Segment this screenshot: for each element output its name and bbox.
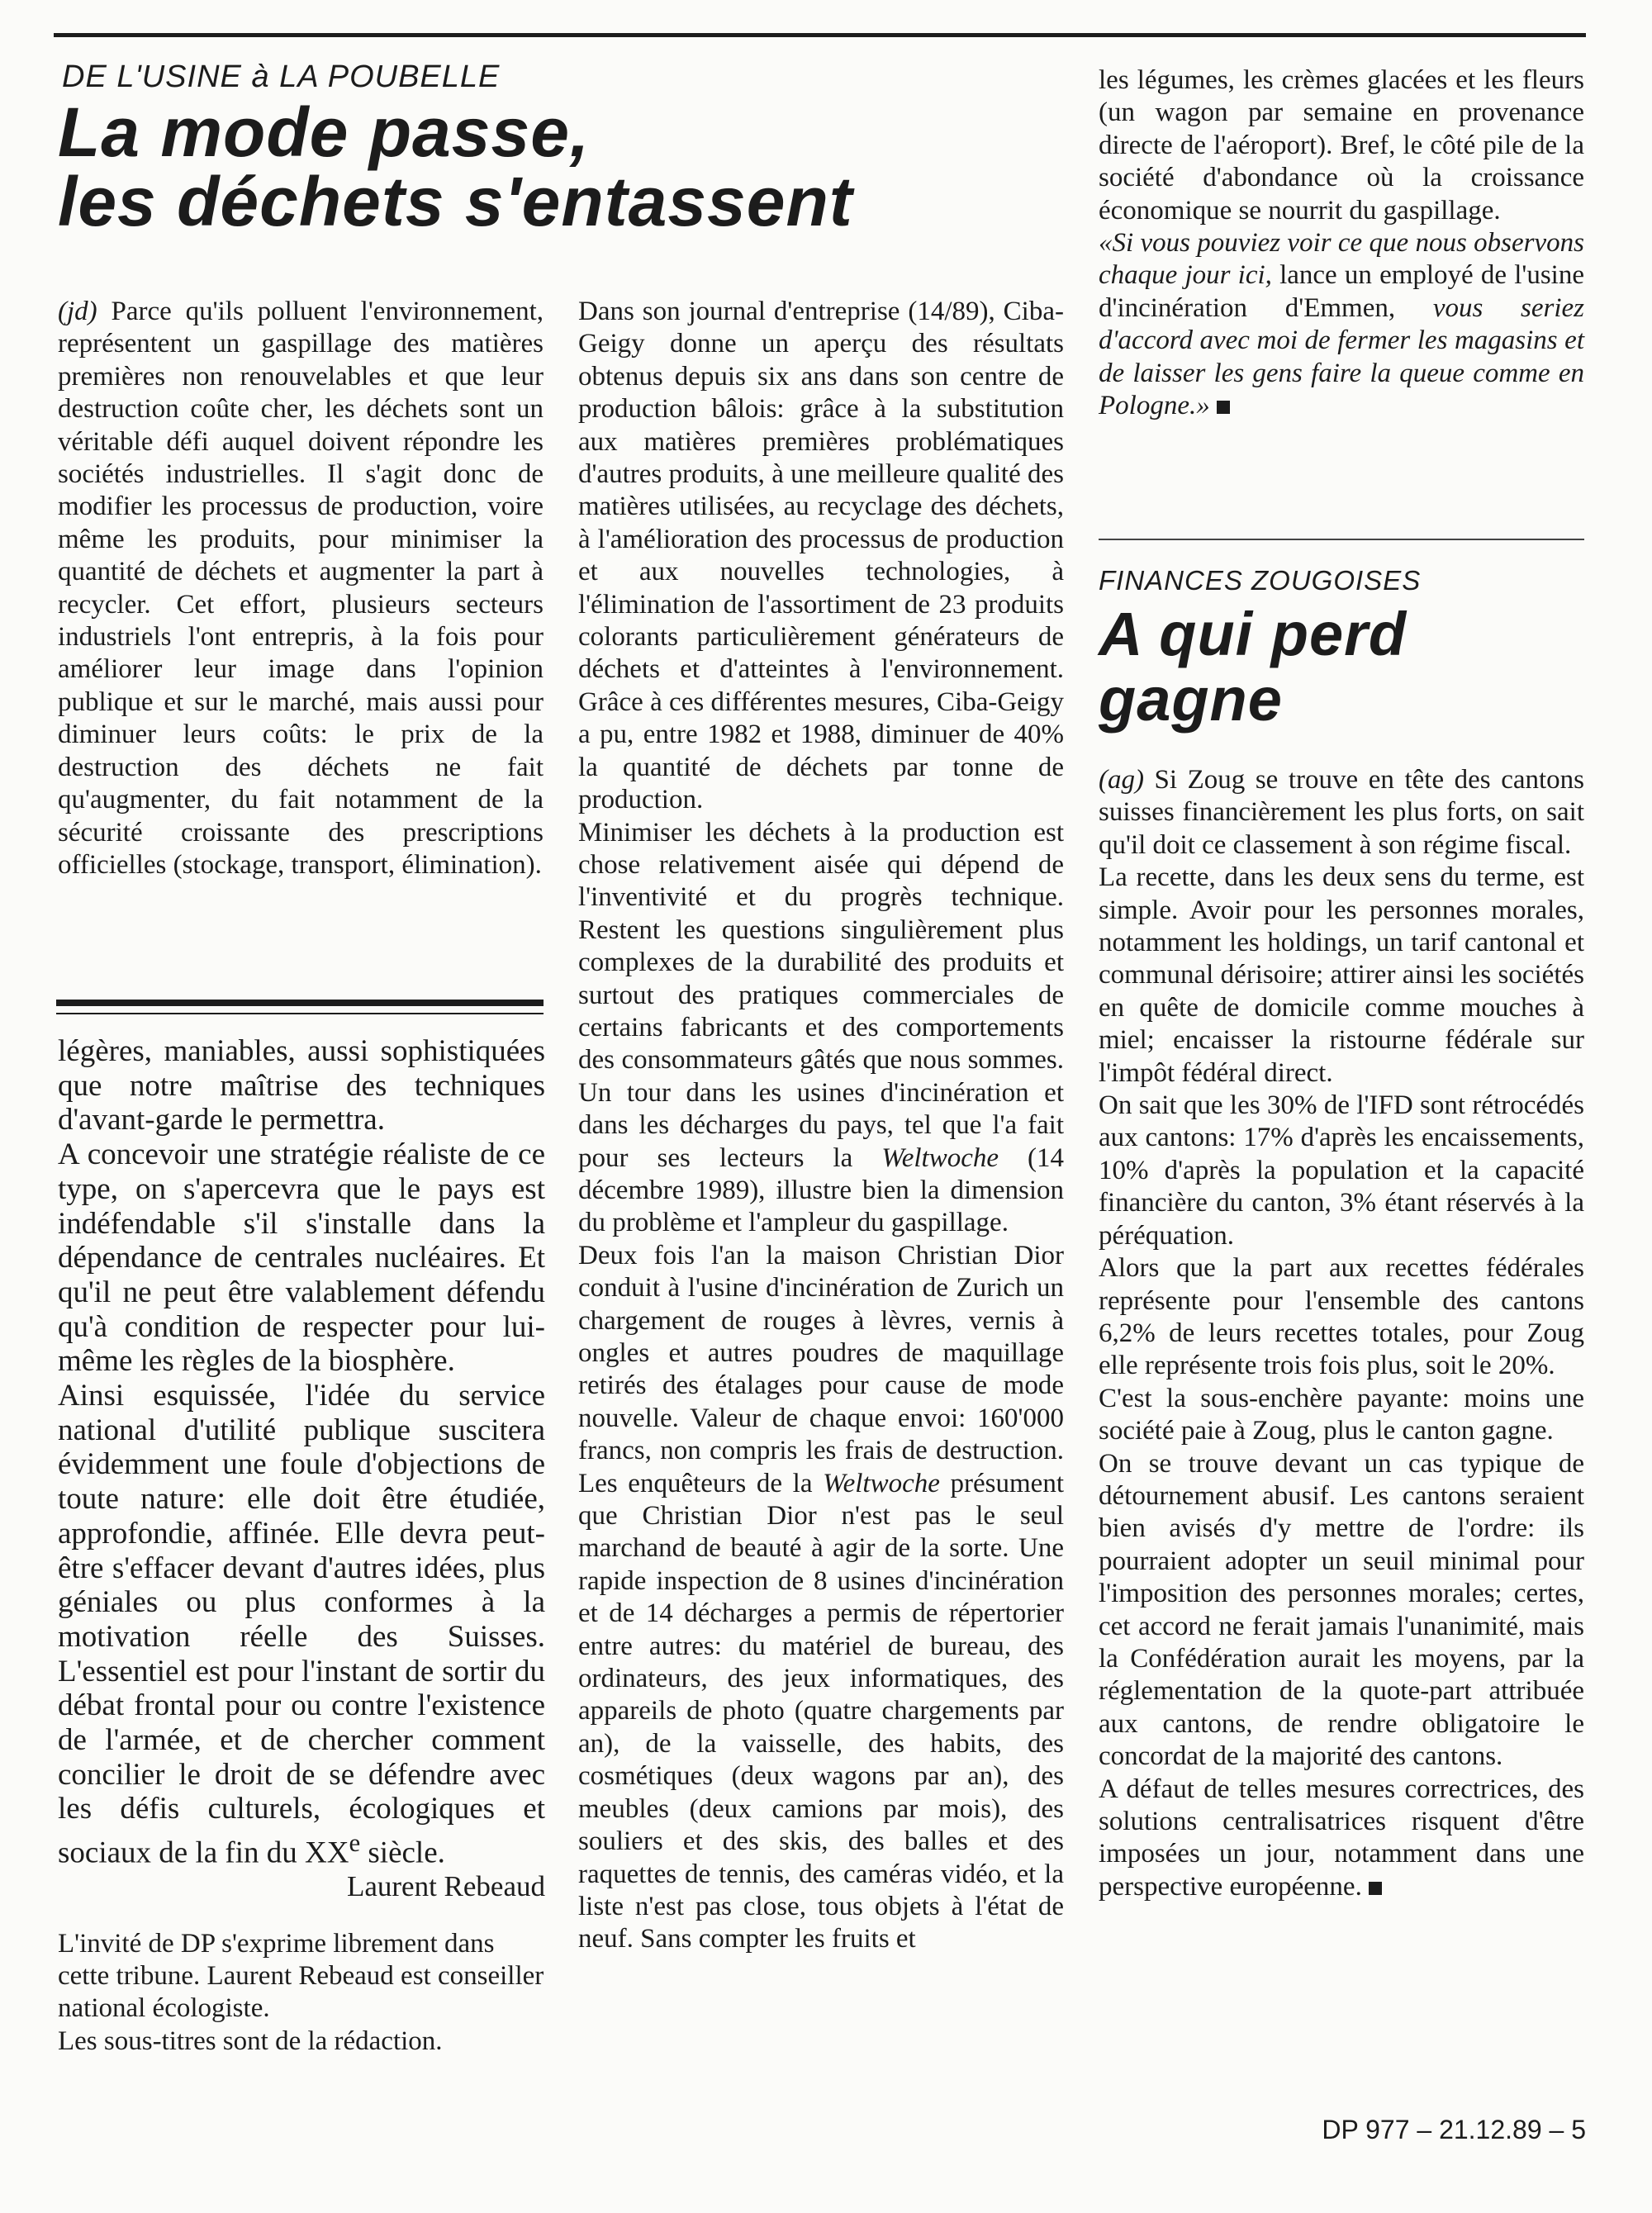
tribune-thick-rule bbox=[56, 1000, 544, 1006]
article1-title-line2: les déchets s'entassent bbox=[58, 163, 853, 240]
end-mark-icon bbox=[1369, 1882, 1382, 1895]
article2-text: Si Zoug se trouve en tête des cantons suisses financièrement les plus forts, on sait qu'il doit ce classement à son régime fiscal. bbox=[1099, 765, 1584, 860]
article2-paragraph: On sait que les 30% de l'IFD sont rétrocédés aux cantons: 17% d'après les encaissements, 10% d'après la population et la capacité financière du canton, 3% étant réservés à la péréquation. bbox=[1099, 1090, 1584, 1251]
end-mark-icon bbox=[1217, 401, 1230, 414]
tribune-text: Ainsi esquissée, l'idée du service national d'utilité publique suscitera évidemment une foule d'objections de toute nature: elle doit être étudiée, approfondie, affinée. Elle devra peut-être s'effacer devant d'autres idées, plus géniales ou plus conformes à la motivation réelle des Suisses. L'essentiel est pour l'instant de sortir du débat frontal pour ou contre l'existence de l'armée, et de chercher comment concilier le droit de se défendre avec les défis culturels, écologiques et sociaux de la fin du XX bbox=[58, 1379, 545, 1870]
article2-title-line1: A qui perd bbox=[1099, 600, 1408, 668]
tribune-text: siècle. bbox=[360, 1835, 445, 1870]
article2-paragraph: Alors que la part aux recettes fédérales représente pour l'ensemble des cantons 6,2% de leurs recettes totales, pour Zoug elle représente trois fois plus, soit le 20%. bbox=[1099, 1253, 1584, 1381]
article1-paragraph: Dans son journal d'entreprise (14/89), Ciba-Geigy donne un aperçu des résultats obtenus depuis six ans dans son centre de production bâlois: grâce à la substitution aux matières premières problématiques d'autres produits, à une meilleure qualité des matières utilisées, au recyclage des déchets, à l'amélioration des processus de production et aux nouvelles technologies, à l'élimination de l'assortiment de 23 produits colorants particulièrement générateurs de déchets et d'atteintes à l'environnement. Grâce à ces différentes mesures, Ciba-Geigy a pu, entre 1982 et 1988, diminuer de 40% la quantité de déchets par tonne de production. bbox=[578, 297, 1064, 815]
article2-title bbox=[1099, 601, 1407, 732]
article2-paragraph: C'est la sous-enchère payante: moins une société paie à Zoug, plus le canton gagne. bbox=[1099, 1383, 1584, 1446]
quote-text: vous seriez d'accord avec moi de fermer les magasins et de laisser les gens faire la queue comme en Pologne.» bbox=[1099, 292, 1584, 421]
article1-title-line1: La mode passe, bbox=[58, 93, 591, 171]
tribune-column bbox=[58, 1034, 545, 2058]
article1-paragraph bbox=[578, 817, 1064, 1240]
article2-column bbox=[1099, 764, 1584, 1903]
article2-paragraph: La recette, dans les deux sens du terme, est simple. Avoir pour les personnes morales, notamment les holdings, un tarif cantonal et communal dérisoire; attirer ainsi les sociétés en quête de domicile comme mouches à miel; encaisser la ristourne fédérale sur l'impôt fédéral direct. bbox=[1099, 862, 1584, 1088]
article1-text: présument que Christian Dior n'est pas le seul marchand de beauté à agir de la sorte. Une rapide inspection de 8 usines d'incinération et de 14 décharges a permis de répertorier entre autres: du matériel de bureau, des ordinateurs, des jeux informatiques, des appareils de photo (quatre chargements par an), de la vaisselle, des habits, des cosmétiques (deux wagons par an), des meubles (deux camions par mois), des souliers et des skis, des balles et des raquettes de tennis, des caméras vidéo, et la liste n'est pas close, tous objets à l'état de neuf. Sans compter les fruits et bbox=[578, 1468, 1064, 1954]
article2-separator bbox=[1099, 539, 1584, 540]
article1-text: Minimiser les déchets à la production est chose relativement aisée qui dépend de l'inventivité et du progrès technique. Restent les questions singulièrement plus complexes de la durabilité des produits et surtout des pratiques commerciales de certains fabricants et des comportements des consommateurs gâtés que nous sommes. Un tour dans les usines d'incinération et dans les décharges du pays, tel que l'a fait pour ses lecteurs la bbox=[578, 817, 1064, 1173]
article1-column3 bbox=[1099, 64, 1584, 422]
article1-paragraph bbox=[58, 296, 544, 881]
article1-paragraph: les légumes, les crèmes glacées et les fleurs (un wagon par semaine en provenance directe de l'aéroport). Bref, le côté pile de la société d'abondance où la croissance économique se nourrit du gaspillage. bbox=[1099, 65, 1584, 226]
article1-text: (14 décembre 1989), illustre bien la dimension du problème et l'ampleur du gaspillage. bbox=[578, 1142, 1064, 1238]
top-rule bbox=[54, 33, 1586, 37]
quote-text: «Si vous pouviez voir ce que nous observons chaque jour ici, bbox=[1099, 228, 1584, 291]
publication-name: Weltwoche bbox=[823, 1468, 940, 1498]
article1-column2 bbox=[578, 296, 1064, 1956]
author-initials: (jd) bbox=[58, 297, 97, 326]
superscript: e bbox=[349, 1829, 361, 1858]
article2-kicker: FINANCES ZOUGOISES bbox=[1099, 565, 1422, 596]
article2-paragraph: On se trouve devant un cas typique de détournement abusif. Les cantons seraient bien avisés d'y mettre de l'ordre: ils pourraient adopter un seuil minimal pour l'imposition des personnes morales; certes, cet accord ne ferait jamais l'unanimité, mais la Confédération aurait les moyens, par la réglementation de la quote-part attribuée aux cantons, de rendre obligatoire le concordat de la majorité des cantons. bbox=[1099, 1448, 1584, 1772]
article2-paragraph bbox=[1099, 1774, 1584, 1904]
article1-text: Deux fois l'an la maison Christian Dior conduit à l'usine d'incinération de Zurich un chargement de rouges à lèvres, vernis à ongles et autres poudres de maquillage retirés des étalages pour cause de mode nouvelle. Valeur de chaque envoi: 160'000 francs, non compris les frais de destruction. Les enquêteurs de la bbox=[578, 1240, 1064, 1498]
tribune-thin-rule bbox=[56, 1013, 544, 1014]
article2-text: A défaut de telles mesures correctrices, des solutions centralisatrices risquent d'être imposées un jour, notamment dans une perspective européenne. bbox=[1099, 1774, 1584, 1902]
article2-title-line2: gagne bbox=[1099, 665, 1283, 734]
article1-title bbox=[58, 93, 853, 240]
article1-quote bbox=[1099, 227, 1584, 422]
article1-paragraph bbox=[578, 1240, 1064, 1956]
author-initials: (ag) bbox=[1099, 765, 1144, 795]
page-footer: DP 977 – 21.12.89 – 5 bbox=[1322, 2115, 1586, 2144]
article1-column1 bbox=[58, 296, 544, 881]
article1-text: lance un employé de l'usine d'incinération d'Emmen, bbox=[1099, 260, 1584, 323]
article1-text: Parce qu'ils polluent l'environnement, représentent un gaspillage des matières premières non renouvelables et que leur destruction coûte cher, les déchets sont un véritable défi auquel doivent répondre les sociétés industrielles. Il s'agit donc de modifier les processus de production, voire même les produits, pour minimiser la quantité de déchets et augmenter la part à recycler. Cet effort, plusieurs secteurs industriels l'ont entrepris, à la fois pour améliorer leur image dans l'opinion publique et sur le marché, mais aussi pour diminuer leurs coûts: le prix de la destruction des déchets ne fait qu'augmenter, du fait notamment de la sécurité croissante des prescriptions officielles (stockage, transport, élimination). bbox=[58, 297, 544, 880]
tribune-paragraph bbox=[58, 1379, 545, 1870]
tribune-note: L'invité de DP s'exprime librement dans cette tribune. Laurent Rebeaud est conseiller national écologiste. bbox=[58, 1928, 544, 2024]
tribune-paragraph: légères, maniables, aussi sophistiquées que notre maîtrise des techniques d'avant-garde le permettra. bbox=[58, 1034, 545, 1137]
publication-name: Weltwoche bbox=[881, 1142, 999, 1173]
tribune-signature: Laurent Rebeaud bbox=[346, 1870, 545, 1903]
tribune-paragraph: A concevoir une stratégie réaliste de ce type, on s'apercevra que le pays est indéfendable s'il s'installe dans la dépendance de centrales nucléaires. Et qu'il ne peut être valablement défendu qu'à condition de respecter pour lui-même les règles de la biosphère. bbox=[58, 1137, 545, 1379]
tribune-note: Les sous-titres sont de la rédaction. bbox=[58, 2025, 443, 2056]
article2-paragraph bbox=[1099, 764, 1584, 862]
article1-kicker: DE L'USINE à LA POUBELLE bbox=[62, 59, 501, 94]
